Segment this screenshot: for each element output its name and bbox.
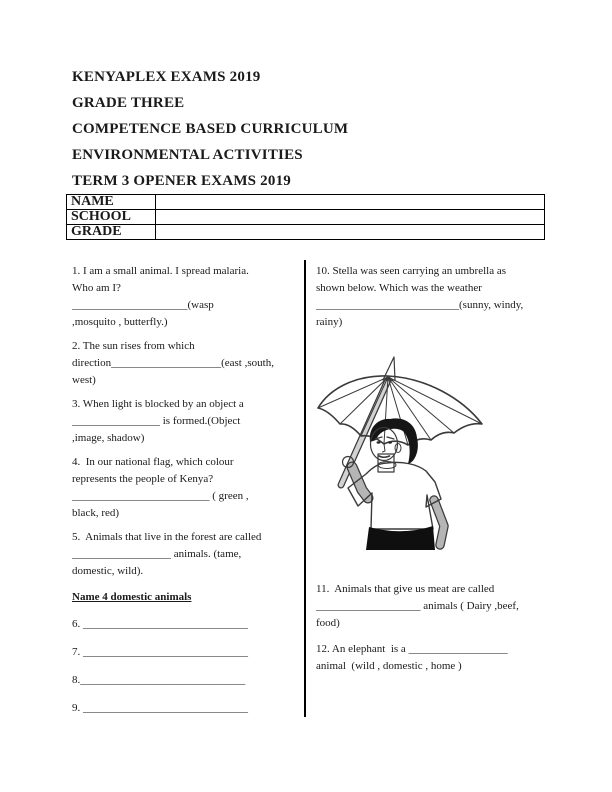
info-label-school: SCHOOL xyxy=(67,210,156,225)
question-text: west) xyxy=(72,374,96,386)
question-text: ,image, shadow) xyxy=(72,432,145,444)
question-3 xyxy=(72,396,295,447)
question-2 xyxy=(72,338,295,389)
umbrella-ribs xyxy=(318,377,482,445)
question-12 xyxy=(316,641,548,675)
left-eye xyxy=(377,441,381,443)
info-value-school xyxy=(156,210,545,225)
question-text: 2. The sun rises from which xyxy=(72,340,195,352)
info-value-grade xyxy=(156,225,545,240)
question-text: black, red) xyxy=(72,507,120,519)
question-text: 1. I am a small animal. I spread malaria. xyxy=(72,265,249,277)
question-text: domestic, wild). xyxy=(72,565,144,577)
question-text: 11. Animals that give us meat are called xyxy=(316,583,495,595)
student-info-table xyxy=(66,194,545,240)
answer-blank: 12. An elephant is a __________________ xyxy=(316,643,508,655)
question-1 xyxy=(72,263,295,331)
answer-blank: _________________________ ( green , xyxy=(72,490,249,502)
answer-blank: _____________________(wasp xyxy=(72,299,214,311)
question-text: food) xyxy=(316,617,340,629)
table-row xyxy=(67,195,545,210)
info-value-name xyxy=(156,195,545,210)
column-divider xyxy=(304,260,306,717)
hanging-arm xyxy=(434,500,444,545)
answer-blank: ___________________ animals ( Dairy ,beef, xyxy=(316,600,519,612)
info-label-name: NAME xyxy=(67,195,156,210)
question-text: 3. When light is blocked by an object a xyxy=(72,398,244,410)
table-row xyxy=(67,225,545,240)
answer-blank: ________________ is formed.(Object xyxy=(72,415,241,427)
exam-title-line-2: GRADE THREE xyxy=(72,95,185,111)
exam-title-line-4: ENVIRONMENTAL ACTIVITIES xyxy=(72,147,303,163)
answer-blank: direction____________________(east ,south, xyxy=(72,357,274,369)
answer-blank: __________________ animals. (tame, xyxy=(72,548,242,560)
exam-title-line-1: KENYAPLEX EXAMS 2019 xyxy=(72,69,261,85)
exam-header xyxy=(72,64,348,194)
exam-title-line-5: TERM 3 OPENER EXAMS 2019 xyxy=(72,173,291,189)
exam-title-line-3: COMPETENCE BASED CURRICULUM xyxy=(72,121,349,137)
right-eye xyxy=(388,441,392,443)
question-text: animal (wild , domestic , home ) xyxy=(316,660,462,672)
question-text: 4. In our national flag, which colour xyxy=(72,456,234,468)
question-11 xyxy=(316,581,548,632)
question-text: 10. Stella was seen carrying an umbrella as xyxy=(316,265,506,277)
question-7-blank: 7. ______________________________ xyxy=(72,646,248,658)
question-text: ,mosquito , butterfly.) xyxy=(72,316,168,328)
umbrella-canopy xyxy=(318,376,482,445)
mouth xyxy=(379,456,390,457)
question-text: rainy) xyxy=(316,316,343,328)
nose xyxy=(383,444,386,452)
question-9-blank: 9. ______________________________ xyxy=(72,702,248,714)
section-heading-domestic-animals: Name 4 domestic animals xyxy=(72,591,192,603)
question-10 xyxy=(316,263,548,331)
question-6-blank: 6. ______________________________ xyxy=(72,618,248,630)
question-text: represents the people of Kenya? xyxy=(72,473,214,485)
answer-blank: __________________________(sunny, windy, xyxy=(316,299,524,311)
info-label-grade: GRADE xyxy=(67,225,156,240)
girl-with-umbrella-illustration xyxy=(314,356,494,552)
question-8-blank: 8.______________________________ xyxy=(72,674,246,686)
left-question-column xyxy=(72,263,295,728)
question-text: 5. Animals that live in the forest are called xyxy=(72,531,262,543)
question-text: shown below. Which was the weather xyxy=(316,282,482,294)
question-4 xyxy=(72,454,295,522)
question-5 xyxy=(72,529,295,580)
question-text: Who am I? xyxy=(72,282,121,294)
table-row xyxy=(67,210,545,225)
